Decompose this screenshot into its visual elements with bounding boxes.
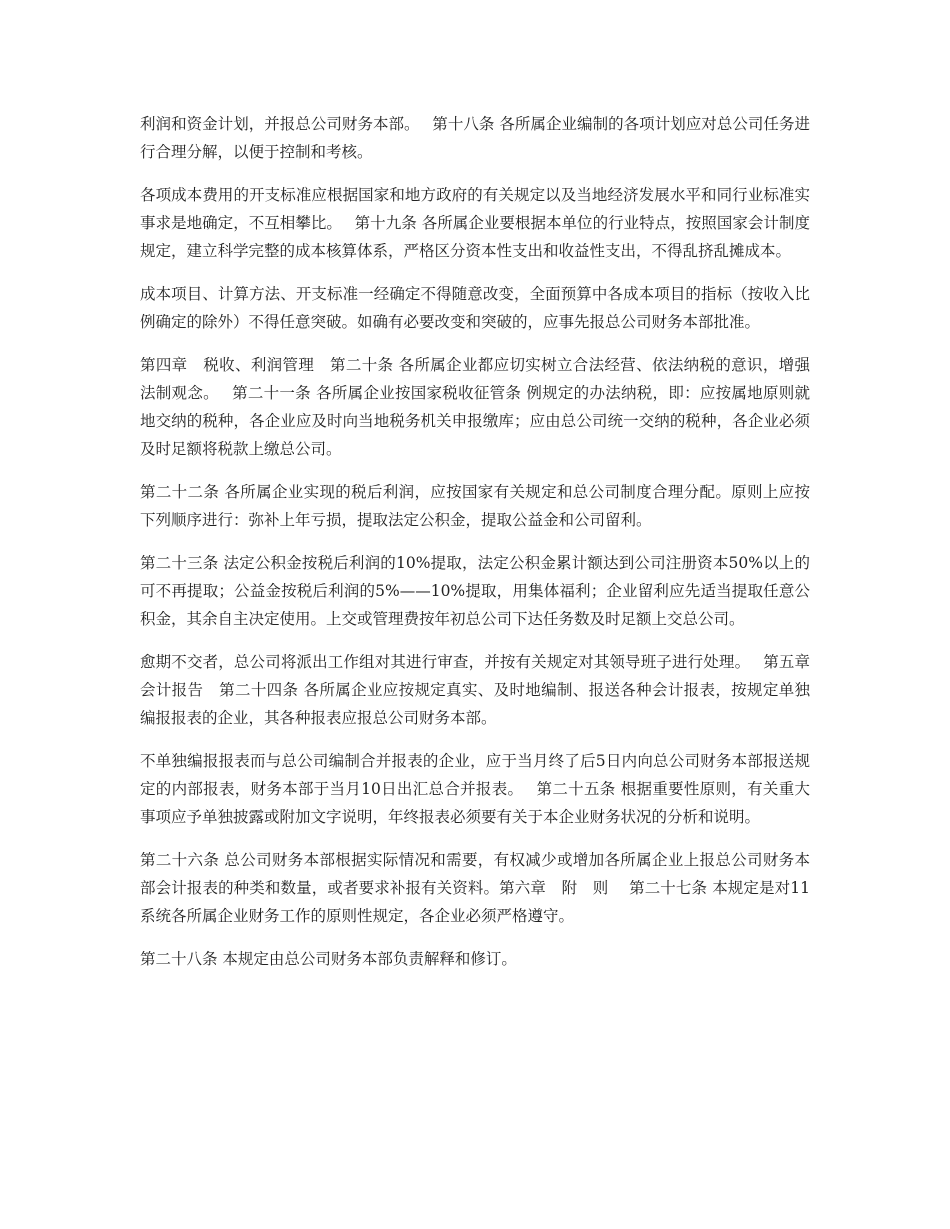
paragraph-10: 第二十八条 本规定由总公司财务本部负责解释和修订。 — [140, 950, 517, 968]
paragraph-8: 不单独编报报表而与总公司编制合并报表的企业，应于当月终了后5日内向总公司财务本部报送规定的内部报表，财务本部于当月10日出汇总合并报表。 第二十五条 根据重要性原则，有关重大事项应予单独披露或附加文字说明，年终报表必须要有关于本企业财务状况的分析和说明。 — [140, 752, 810, 826]
paragraph-6: 第二十三条 法定公积金按税后利润的10%提取，法定公积金累计额达到公司注册资本50%以上的可不再提取；公益金按税后利润的5%——10%提取，用集体福利；企业留利应先适当提取任意公积金，其余自主决定使用。上交或管理费按年初总公司下达任务数及时足额上交总公司。 — [140, 554, 810, 628]
paragraph-7: 愈期不交者，总公司将派出工作组对其进行审查，并按有关规定对其领导班子进行处理。 第五章 会计报告 第二十四条 各所属企业应按规定真实、及时地编制、报送各种会计报表，按规定单独编报报表的企业，其各种报表应报总公司财务本部。 — [140, 653, 826, 727]
paragraph-9: 第二十六条 总公司财务本部根据实际情况和需要，有权减少或增加各所属企业上报总公司财务本部会计报表的种类和数量，或者要求补报有关资料。第六章 附 则 第二十七条 本规定是对11系统各所属企业财务工作的原则性规定，各企业必须严格遵守。 — [140, 851, 810, 925]
paragraph-2: 各项成本费用的开支标准应根据国家和地方政府的有关规定以及当地经济发展水平和同行业标准实事求是地确定，不互相攀比。 第十九条 各所属企业要根据本单位的行业特点，按照国家会计制度规定，建立科学完整的成本核算体系，严格区分资本性支出和收益性支出，不得乱挤乱摊成本。 — [140, 186, 810, 260]
paragraph-5: 第二十二条 各所属企业实现的税后利润，应按国家有关规定和总公司制度合理分配。原则上应按下列顺序进行：弥补上年亏损，提取法定公积金，提取公益金和公司留利。 — [140, 483, 810, 529]
paragraph-4: 第四章 税收、利润管理 第二十条 各所属企业都应切实树立合法经营、依法纳税的意识，增强法制观念。 第二十一条 各所属企业按国家税收征管条 例规定的办法纳税，即：应按属地原则就地交纳的税种，各企业应及时向当地税务机关申报缴库；应由总公司统一交纳的税种，各企业必须及时足额将税款上缴总公司。 — [140, 356, 810, 458]
paragraph-3: 成本项目、计算方法、开支标准一经确定不得随意改变，全面预算中各成本项目的指标（按收入比例确定的除外）不得任意突破。如确有必要改变和突破的，应事先报总公司财务本部批准。 — [140, 285, 810, 331]
paragraph-1: 利润和资金计划，并报总公司财务本部。 第十八条 各所属企业编制的各项计划应对总公司任务进行合理分解，以便于控制和考核。 — [140, 115, 810, 161]
